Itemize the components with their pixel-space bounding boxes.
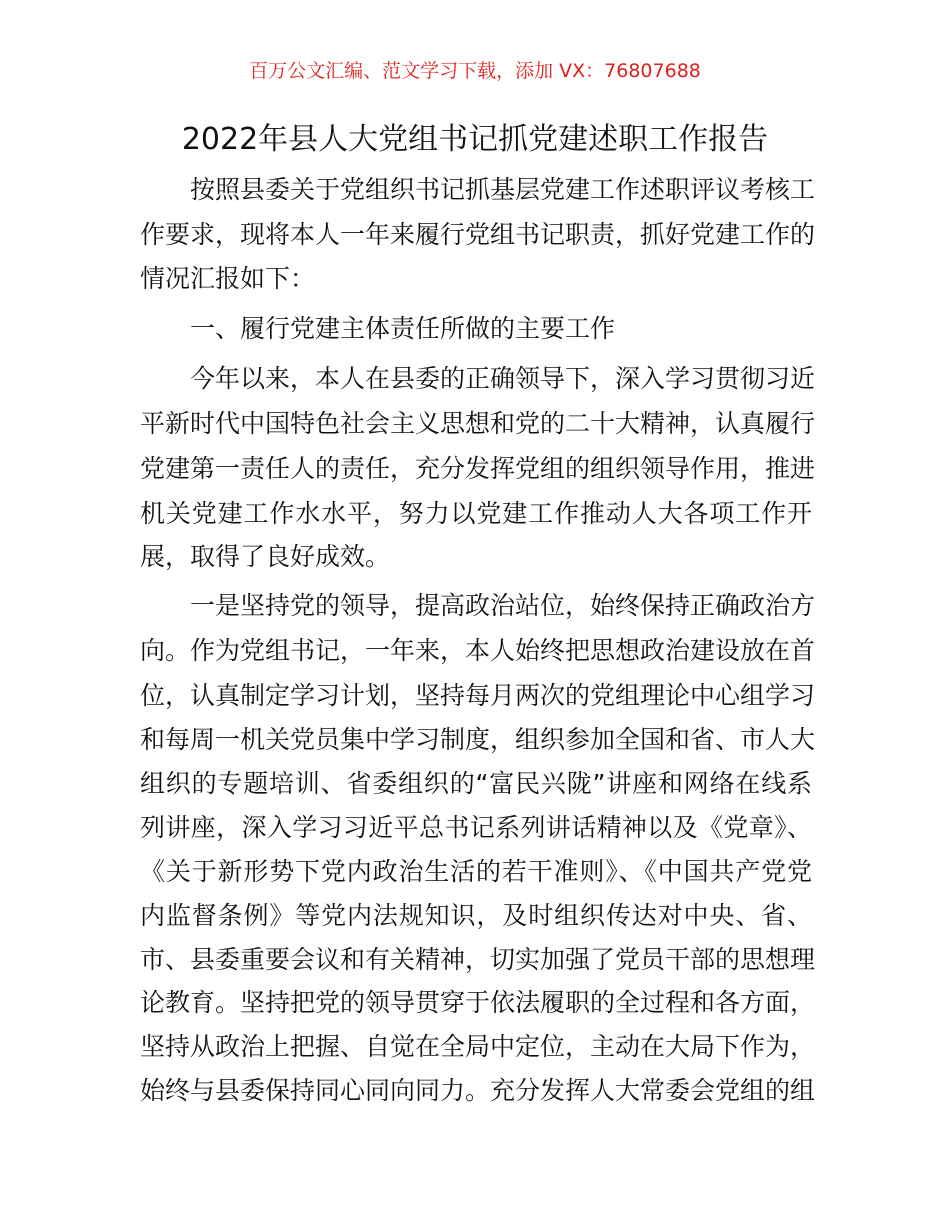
- text-line: 作要求，现将本人一年来履行党组书记职责，抓好党建工作的: [140, 220, 816, 249]
- document-title: 2022年县人大党组书记抓党建述职工作报告: [181, 122, 769, 157]
- text-line: 机关党建工作水水平，努力以党建工作推动人大各项工作开: [140, 499, 812, 528]
- text-line: 今年以来，本人在县委的正确领导下，深入学习贯彻习近: [190, 364, 816, 393]
- text-line: 平新时代中国特色社会主义思想和党的二十大精神，认真履行: [140, 409, 816, 438]
- text-line: 坚持从政治上把握、自觉在全局中定位，主动在大局下作为，: [140, 1032, 816, 1061]
- text-line: 一是坚持党的领导，提高政治站位，始终保持正确政治方: [190, 591, 816, 620]
- text-line: 始终与县委保持同心同向同力。充分发挥人大常委会党组的组: [140, 1076, 816, 1105]
- text-line: 向。作为党组书记，一年来，本人始终把思想政治建设放在首: [140, 636, 816, 665]
- text-line: 按照县委关于党组织书记抓基层党建工作述职评议考核工: [190, 175, 816, 204]
- text-line: 党建第一责任人的责任，充分发挥党组的组织领导作用，推进: [140, 454, 816, 483]
- watermark-banner: 百万公文汇编、范文学习下载，添加 VX：76807688: [249, 60, 701, 82]
- text-line: 《关于新形势下党内政治生活的若干准则》、《中国共产党党: [140, 857, 812, 886]
- text-line: 论教育。坚持把党的领导贯穿于依法履职的全过程和各方面，: [140, 988, 816, 1017]
- text-line: 内监督条例》等党内法规知识，及时组织传达对中央、省、: [140, 901, 812, 930]
- text-line: 位，认真制定学习计划，坚持每月两次的党组理论中心组学习: [140, 681, 816, 710]
- text-line: 和每周一机关党员集中学习制度，组织参加全国和省、市人大: [140, 725, 816, 754]
- text-line: 展，取得了良好成效。: [140, 542, 391, 571]
- text-line: 列讲座，深入学习习近平总书记系列讲话精神以及《党章》、: [140, 813, 812, 842]
- text-line: 情况汇报如下：: [140, 264, 316, 293]
- heading-line: 一、履行党建主体责任所做的主要工作: [190, 314, 616, 343]
- text-line: 组织的专题培训、省委组织的“富民兴陇”讲座和网络在线系: [140, 769, 812, 798]
- text-line: 市、县委重要会议和有关精神，切实加强了党员干部的思想理: [140, 945, 816, 974]
